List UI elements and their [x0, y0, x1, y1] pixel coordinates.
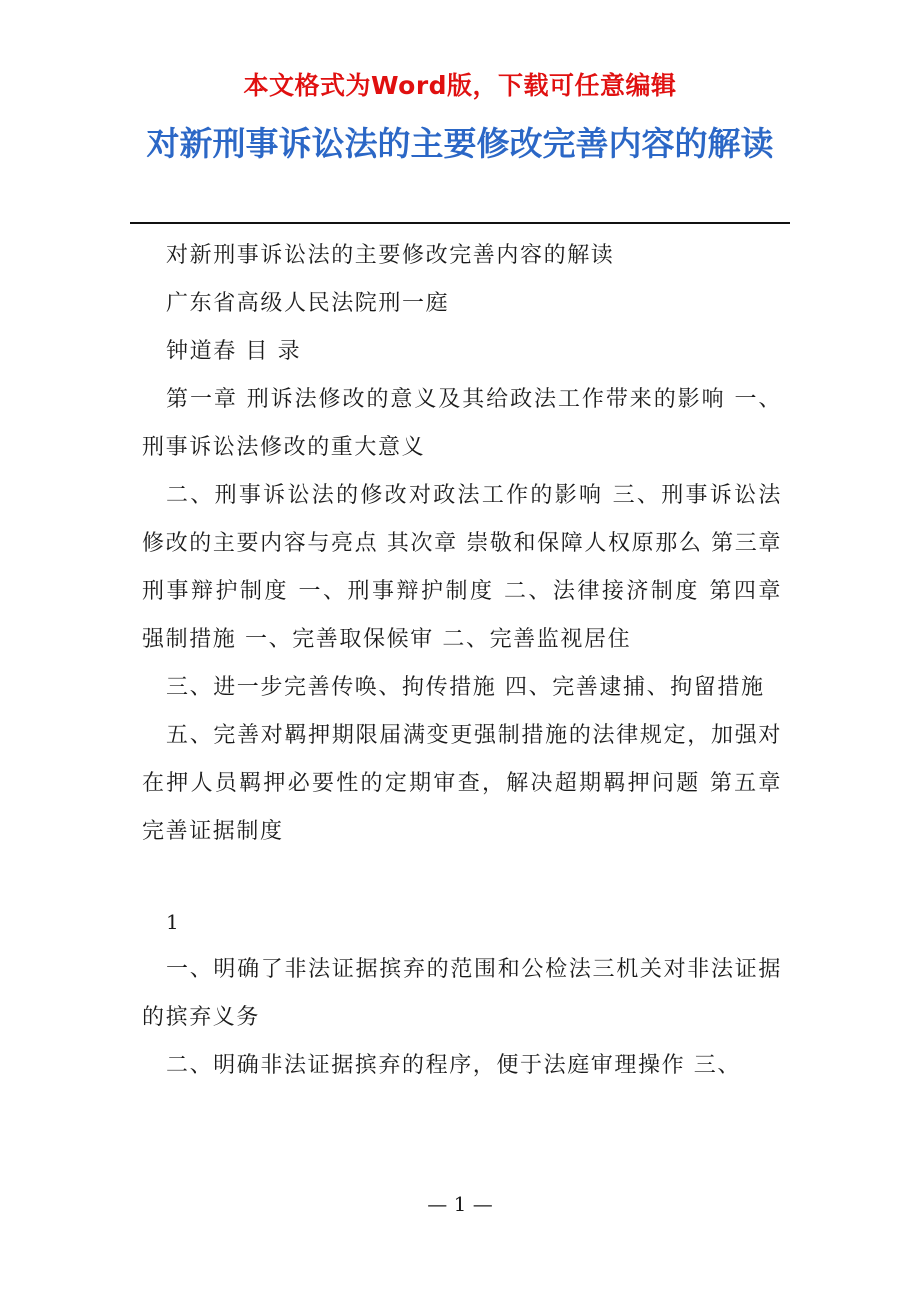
title-divider — [130, 222, 790, 224]
paragraph-title-repeat: 对新刑事诉讼法的主要修改完善内容的解读 — [166, 243, 615, 268]
document-body — [142, 232, 782, 1090]
paragraph-evidence-1: 一、明确了非法证据摈弃的范围和公检法三机关对非法证据的摈弃义务 — [142, 957, 782, 1030]
paragraph-chapter-1: 第一章 刑诉法修改的意义及其给政法工作带来的影响 一、刑事诉讼法修改的重大意义 — [142, 387, 782, 460]
paragraph-measures: 三、进一步完善传唤、拘传措施 四、完善逮捕、拘留措施 — [166, 675, 765, 700]
paragraph-evidence-2: 二、明确非法证据摈弃的程序，便于法庭审理操作 三、 — [166, 1053, 741, 1078]
paragraph-author-toc: 钟道春 目 录 — [166, 339, 302, 364]
inline-page-number: 1 — [166, 910, 181, 934]
document-title: 对新刑事诉讼法的主要修改完善内容的解读 — [146, 124, 774, 163]
paragraph-chapter-5: 五、完善对羁押期限届满变更强制措施的法律规定，加强对在押人员羁押必要性的定期审查，解决超期羁押问题 第五章 完善证据制度 — [142, 723, 782, 844]
paragraph-court: 广东省高级人民法院刑一庭 — [166, 291, 450, 316]
paragraph-chapters-2-4: 二、刑事诉讼法的修改对政法工作的影响 三、刑事诉讼法修改的主要内容与亮点 其次章 崇敬和保障人权原那么 第三章 刑事辩护制度 一、刑事辩护制度 二、法律接济制度 第四章 强制措施 一、完善取保候审 二、完善监视居住 — [142, 483, 782, 652]
format-banner: 本文格式为Word版，下载可任意编辑 — [243, 71, 677, 100]
page-footer-number: — 1 — — [427, 1192, 493, 1216]
